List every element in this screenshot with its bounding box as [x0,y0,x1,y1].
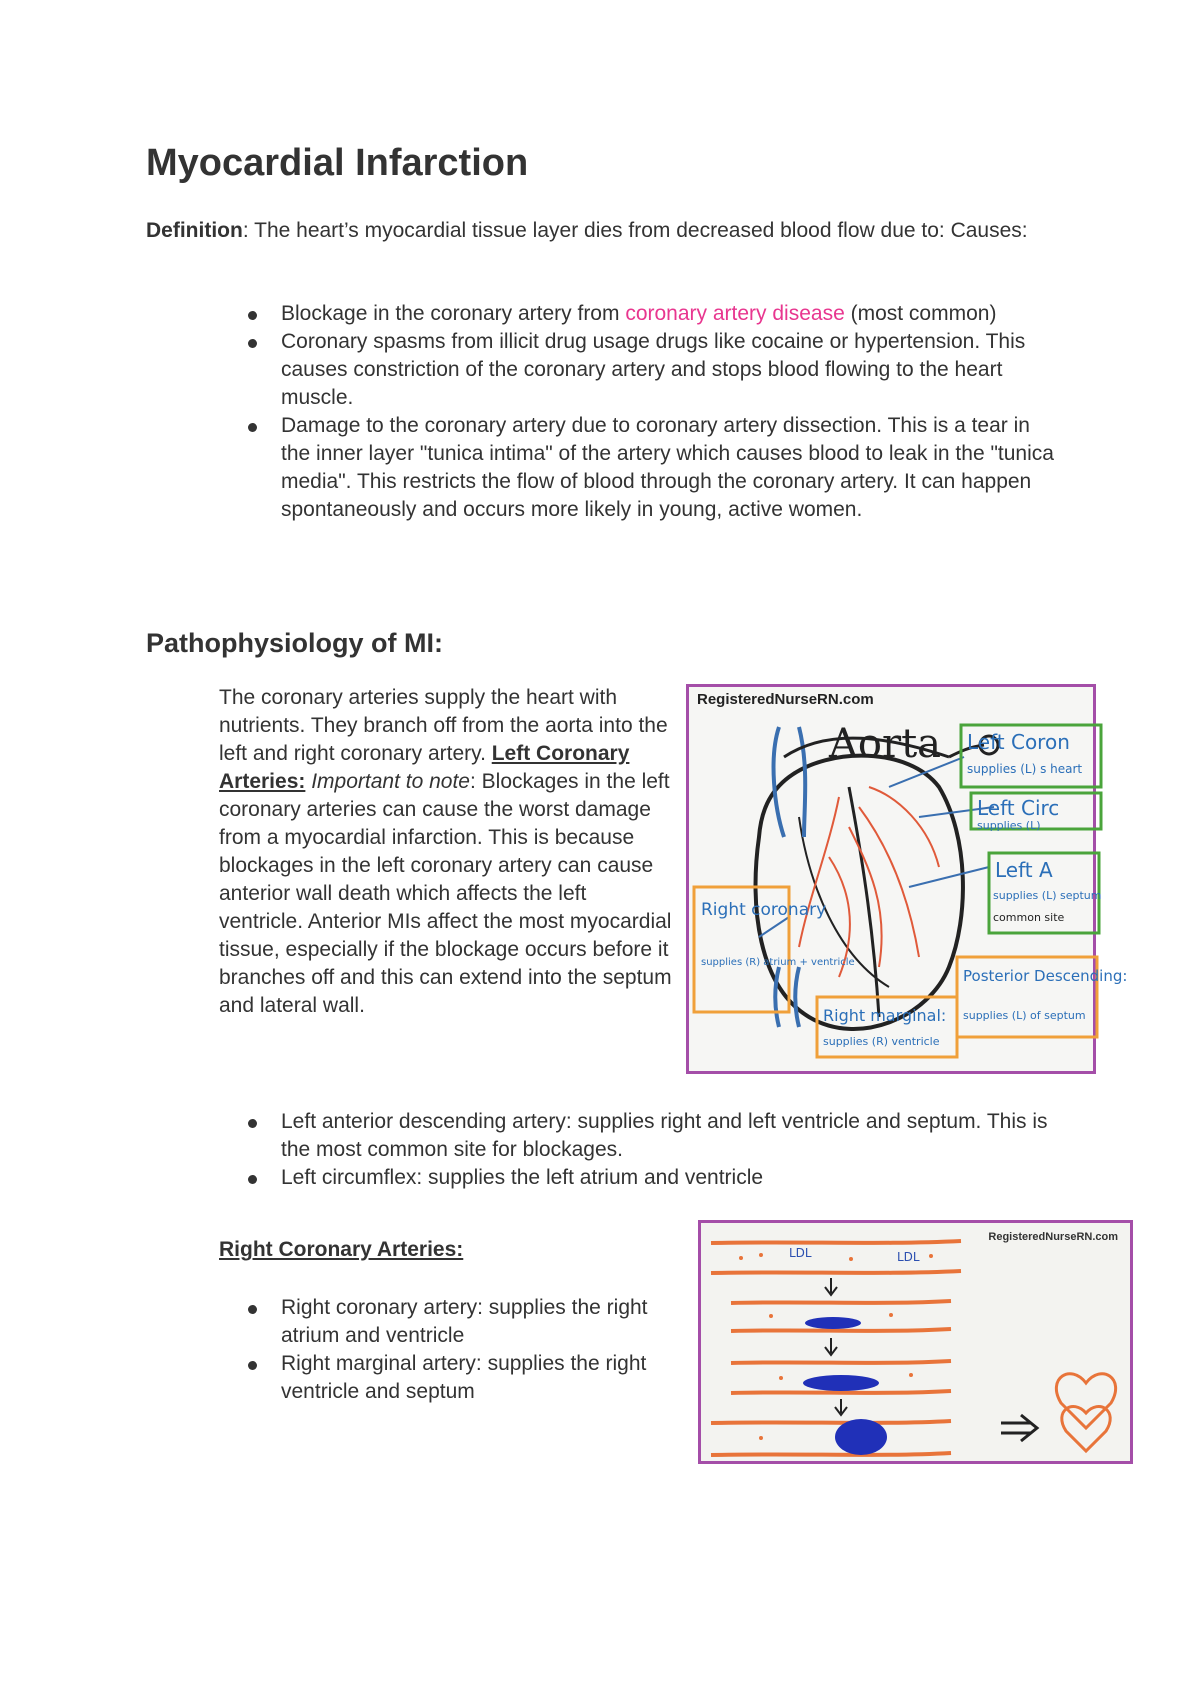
svg-text:Posterior Descending:: Posterior Descending: [963,967,1128,985]
ldl-label: LDL [897,1250,920,1264]
pathophysiology-paragraph: The coronary arteries supply the heart with nutrients. They branch off from the aorta into the left and right coronary artery. Left Coronary Arteries: Important to note: Blockages in the left coronary arteries can cause the worst damage from a myocardial infarction. This is because blockages in the left coronary artery can cause anterior wall death which affects the left ventricle. Anterior MIs affect the most myocardial tissue, especially if the blockage occurs before it branches off and this can extend into the septum and lateral wall. [219,686,672,1017]
bullet-icon [248,1361,257,1370]
svg-text:Left Circ: Left Circ [977,796,1060,820]
page-title: Myocardial Infarction [146,142,529,184]
definition-text: : The heart’s myocardial tissue layer dies from decreased blood flow due to: Causes: [242,219,1028,242]
list-item: Blockage in the coronary artery from coronary artery disease (most common) [281,300,1061,328]
bullet-icon [248,339,257,348]
artery-drawing [701,1223,1130,1461]
causes-list [281,300,1061,524]
left-arteries-list [281,1108,1061,1192]
right-coronary-heading: Right Coronary Arteries: [219,1238,464,1261]
list-item: Left circumflex: supplies the left atrium and ventricle [281,1164,1061,1192]
image-brand-label: RegisteredNurseRN.com [697,691,874,708]
definition-label: Definition [146,219,243,242]
bullet-icon [248,1175,257,1184]
list-item: Right coronary artery: supplies the right atrium and ventricle [281,1294,681,1350]
svg-text:supplies (L) s heart: supplies (L) s heart [967,762,1083,776]
svg-text:supplies (R) atrium + ventricl: supplies (R) atrium + ventricle [701,957,855,968]
coronary-artery-disease-link[interactable]: coronary artery disease [625,302,845,325]
left-coronary-heading: Left Coronary Arteries: [219,742,630,793]
svg-text:Right coronary: Right coronary [701,900,827,920]
heart-drawing [689,687,1128,1071]
bullet-icon [248,423,257,432]
definition-paragraph [146,216,1066,245]
image-brand-label: RegisteredNurseRN.com [988,1231,1118,1243]
bullet-icon [248,311,257,320]
svg-text:common site: common site [993,911,1065,924]
svg-text:supplies (L): supplies (L) [977,819,1041,832]
svg-text:supplies (L) of septum: supplies (L) of septum [963,1009,1086,1022]
note-label: Important to note [311,770,470,793]
label-aorta: Aorta [829,721,942,767]
svg-text:Left Coron: Left Coron [967,730,1070,754]
svg-text:supplies (R) ventricle: supplies (R) ventricle [823,1035,940,1048]
list-item: Right marginal artery: supplies the right ventricle and septum [281,1350,681,1406]
ldl-label: LDL [789,1246,812,1260]
svg-text:Left A: Left A [995,858,1053,882]
section-heading-pathophysiology: Pathophysiology of MI: [146,628,443,658]
bullet-icon [248,1305,257,1314]
bullet-icon [248,1119,257,1128]
right-arteries-list [281,1294,681,1406]
list-item: Left anterior descending artery: supplies right and left ventricle and septum. This is the most common site for blockages. [281,1108,1061,1164]
list-item: Coronary spasms from illicit drug usage drugs like cocaine or hypertension. This causes constriction of the coronary artery and stops blood flowing to the heart muscle. [281,328,1061,412]
artery-plaque-diagram-image [698,1220,1133,1464]
svg-text:Right marginal:: Right marginal: [823,1006,947,1025]
svg-text:supplies (L) septum: supplies (L) septum [993,889,1102,902]
list-item: Damage to the coronary artery due to coronary artery dissection. This is a tear in the inner layer "tunica intima" of the artery which causes blood to leak in the "tunica media". This restricts the flow of blood through the coronary artery. It can happen spontaneously and occurs more likely in young, active women. [281,412,1061,524]
heart-coronary-diagram-image [686,684,1128,1074]
